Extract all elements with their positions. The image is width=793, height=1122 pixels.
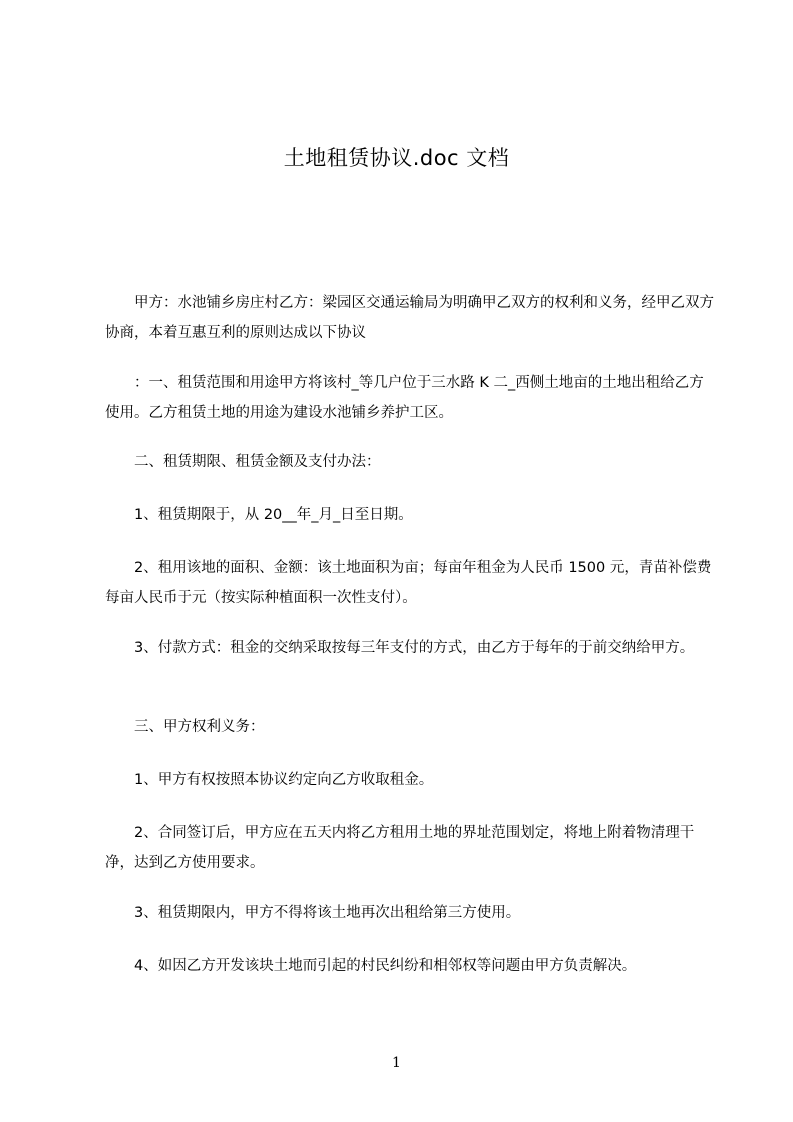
- paragraph-party-a-right-1: 1、甲方有权按照本协议约定向乙方收取租金。: [105, 772, 434, 788]
- paragraph-lease-scope: ：一、租赁范围和用途甲方将该村_等几户位于三水路 K 二_西侧土地亩的土地出租给乙方使用。乙方租赁土地的用途为建设水池铺乡养护工区。: [105, 375, 704, 421]
- document-title: 土地租赁协议.doc 文档: [283, 146, 510, 170]
- paragraph-lease-term: 1、租赁期限于，从 20__年_月_日至日期。: [105, 507, 413, 523]
- paragraph-payment-method: 3、付款方式：租金的交纳采取按每三年支付的方式，由乙方于每年的于前交纳给甲方。: [105, 640, 695, 656]
- paragraph-area-amount: 2、租用该地的面积、金额：该土地面积为亩；每亩年租金为人民币 1500 元，青苗补偿费每亩人民币于元（按实际种植面积一次性支付）。: [105, 560, 712, 606]
- paragraph-parties: 甲方：水池铺乡房庄村乙方：梁园区交通运输局为明确甲乙双方的权利和义务，经甲乙双方协商，本着互惠互利的原则达成以下协议: [105, 295, 714, 341]
- paragraph-section-two-heading: 二、租赁期限、租赁金额及支付办法：: [105, 454, 381, 470]
- paragraph-party-a-right-3: 3、租赁期限内，甲方不得将该土地再次出租给第三方使用。: [105, 905, 521, 921]
- paragraph-party-a-right-4: 4、如因乙方开发该块土地而引起的村民纠纷和相邻权等问题由甲方负责解决。: [105, 958, 637, 974]
- page-number: 1: [392, 1055, 401, 1071]
- paragraph-party-a-right-2: 2、合同签订后，甲方应在五天内将乙方租用土地的界址范围划定，将地上附着物清理干净，达到乙方使用要求。: [105, 825, 695, 871]
- paragraph-section-three-heading: 三、甲方权利义务：: [105, 719, 265, 735]
